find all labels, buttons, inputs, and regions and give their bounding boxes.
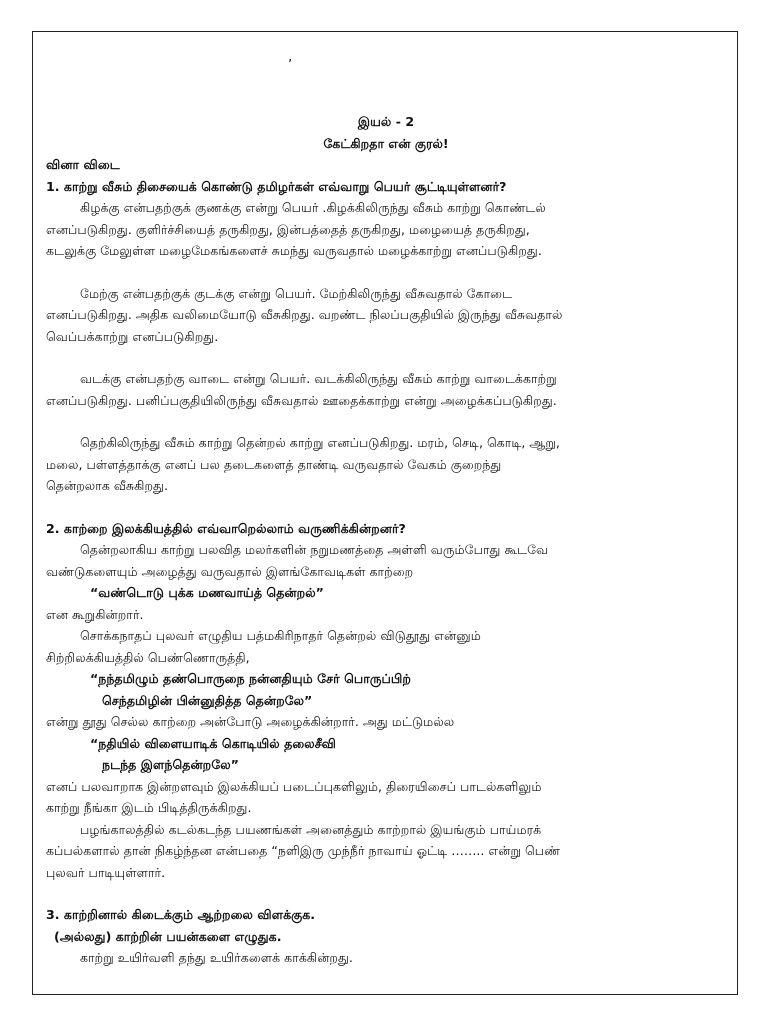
verse-quote: நடந்த இளந்தென்றலே” [102, 757, 239, 772]
answer-line: மலை, பள்ளத்தாக்கு எனப் பல தடைகளைத் தாண்டி வருவதால் வேகம் குறைந்து [46, 456, 502, 472]
question-2: 2. காற்றை இலக்கியத்தில் எவ்வாறெல்லாம் வருணிக்கின்றனர்? [46, 520, 406, 536]
section-label: வினா விடை [46, 157, 120, 172]
answer-line: கிழக்கு என்பதற்குக் குணக்கு என்று பெயர் .கிழக்கிலிருந்து வீசும் காற்று கொண்டல் [80, 200, 546, 215]
answer-line: தென்றலாகிய காற்று பலவித மலர்களின் நறுமணத்தை அள்ளி வரும்போது கூடவே [80, 542, 549, 557]
answer-line: என கூறுகின்றார். [46, 606, 144, 622]
answer-line: பழங்காலத்தில் கடல்கடந்த பயணங்கள் அனைத்தும் காற்றால் இயங்கும் பாய்மரக் [80, 821, 542, 837]
answer-line: எனப்படுகிறது. பனிப்பகுதியிலிருந்து வீசுவதால் ஊதைக்காற்று என்று அழைக்கப்படுகிறது. [46, 392, 557, 408]
answer-line: எனப்படுகிறது. அதிக வலிமையோடு வீசுகிறது. வறண்ட நிலப்பகுதியில் இருந்து வீசுவதால் [46, 307, 563, 322]
answer-line: கடலுக்கு மேலுள்ள மழைமேகங்களைச் சுமந்து வருவதால் மழைக்காற்று எனப்படுகிறது. [46, 243, 542, 258]
answer-line: சிற்றிலக்கியத்தில் பெண்ணொருத்தி, [46, 649, 250, 665]
answer-line: என்று தூது செல்ல காற்றை அன்போடு அழைக்கின்றார். அது மட்டுமல்ல [46, 714, 455, 729]
chapter-title: கேட்கிறதா என் குரல்! [323, 135, 449, 151]
answer-line: வெப்பக்காற்று எனப்படுகிறது. [46, 328, 219, 344]
verse-quote: “நந்தமிழும் தண்பொருநை நன்னதியும் சேர் பொருப்பிற் [90, 671, 411, 686]
answer-line: கப்பல்களால் தான் நிகழ்ந்தன என்பதை “நளிஇரு முந்நீர் நாவாய் ஓட்டி …….. என்று பெண் [46, 843, 561, 858]
answer-1-south [46, 432, 726, 497]
answer-1-north [46, 368, 726, 411]
question-3: 3. காற்றினால் கிடைக்கும் ஆற்றலை விளக்குக. [46, 907, 316, 922]
answer-line: காற்று உயிர்வளி தந்து உயிர்களைக் காக்கின்றது. [80, 950, 353, 965]
verse-quote: செந்தமிழின் பின்னுதித்த தென்றலே” [102, 692, 313, 708]
verse-quote: “வண்டொடு புக்க மணவாய்த் தென்றல்” [90, 585, 324, 600]
stray-mark: ’ [288, 58, 293, 73]
answer-line: எனப்படுகிறது. குளிர்ச்சியைத் தருகிறது, இன்பத்தைத் தருகிறது, மழையைத் தருகிறது, [46, 221, 530, 237]
verse-quote: “நதியில் விளையாடிக் கொடியில் தலைசீவி [90, 735, 336, 751]
answer-line: எனப் பலவாறாக இன்றளவும் இலக்கியப் படைப்புகளிலும், திரையிசைப் பாடல்களிலும் [46, 778, 542, 794]
answer-line: காற்று நீங்கா இடம் பிடித்திருக்கிறது. [46, 800, 252, 815]
answer-line: சொக்கநாதப் புலவர் எழுதிய பத்மகிரிநாதர் தென்றல் விடுதூது என்னும் [80, 628, 481, 643]
answer-line: வண்டுகளையும் அழைத்து வருவதால் இளங்கோவடிகள் காற்றை [46, 563, 414, 579]
answer-line: தெற்கிலிருந்து வீசும் காற்று தென்றல் காற்று எனப்படுகிறது. மரம், செடி, கொடி, ஆறு, [80, 435, 560, 450]
answer-1-west [46, 283, 726, 348]
answer-line: தென்றலாக வீசுகிறது. [46, 478, 168, 493]
answer-line: வடக்கு என்பதற்கு வாடை என்று பெயர். வடக்கிலிருந்து வீசும் காற்று வாடைக்காற்று [80, 371, 557, 386]
document-body [46, 60, 726, 969]
question-3-alternate: (அல்லது) காற்றின் பயன்களை எழுதுக. [54, 928, 282, 944]
chapter-heading: இயல் - 2 [357, 114, 415, 129]
question-1: 1. காற்று வீசும் திசையைக் கொண்டு தமிழர்கள் எவ்வாறு பெயர் சூட்டியுள்ளனர்? [46, 178, 507, 194]
answer-1-east [46, 197, 726, 262]
answer-line: புலவர் பாடியுள்ளார். [46, 864, 166, 880]
answer-line: மேற்கு என்பதற்குக் குடக்கு என்று பெயர். மேற்கிலிருந்து வீசுவதால் கோடை [80, 285, 513, 301]
